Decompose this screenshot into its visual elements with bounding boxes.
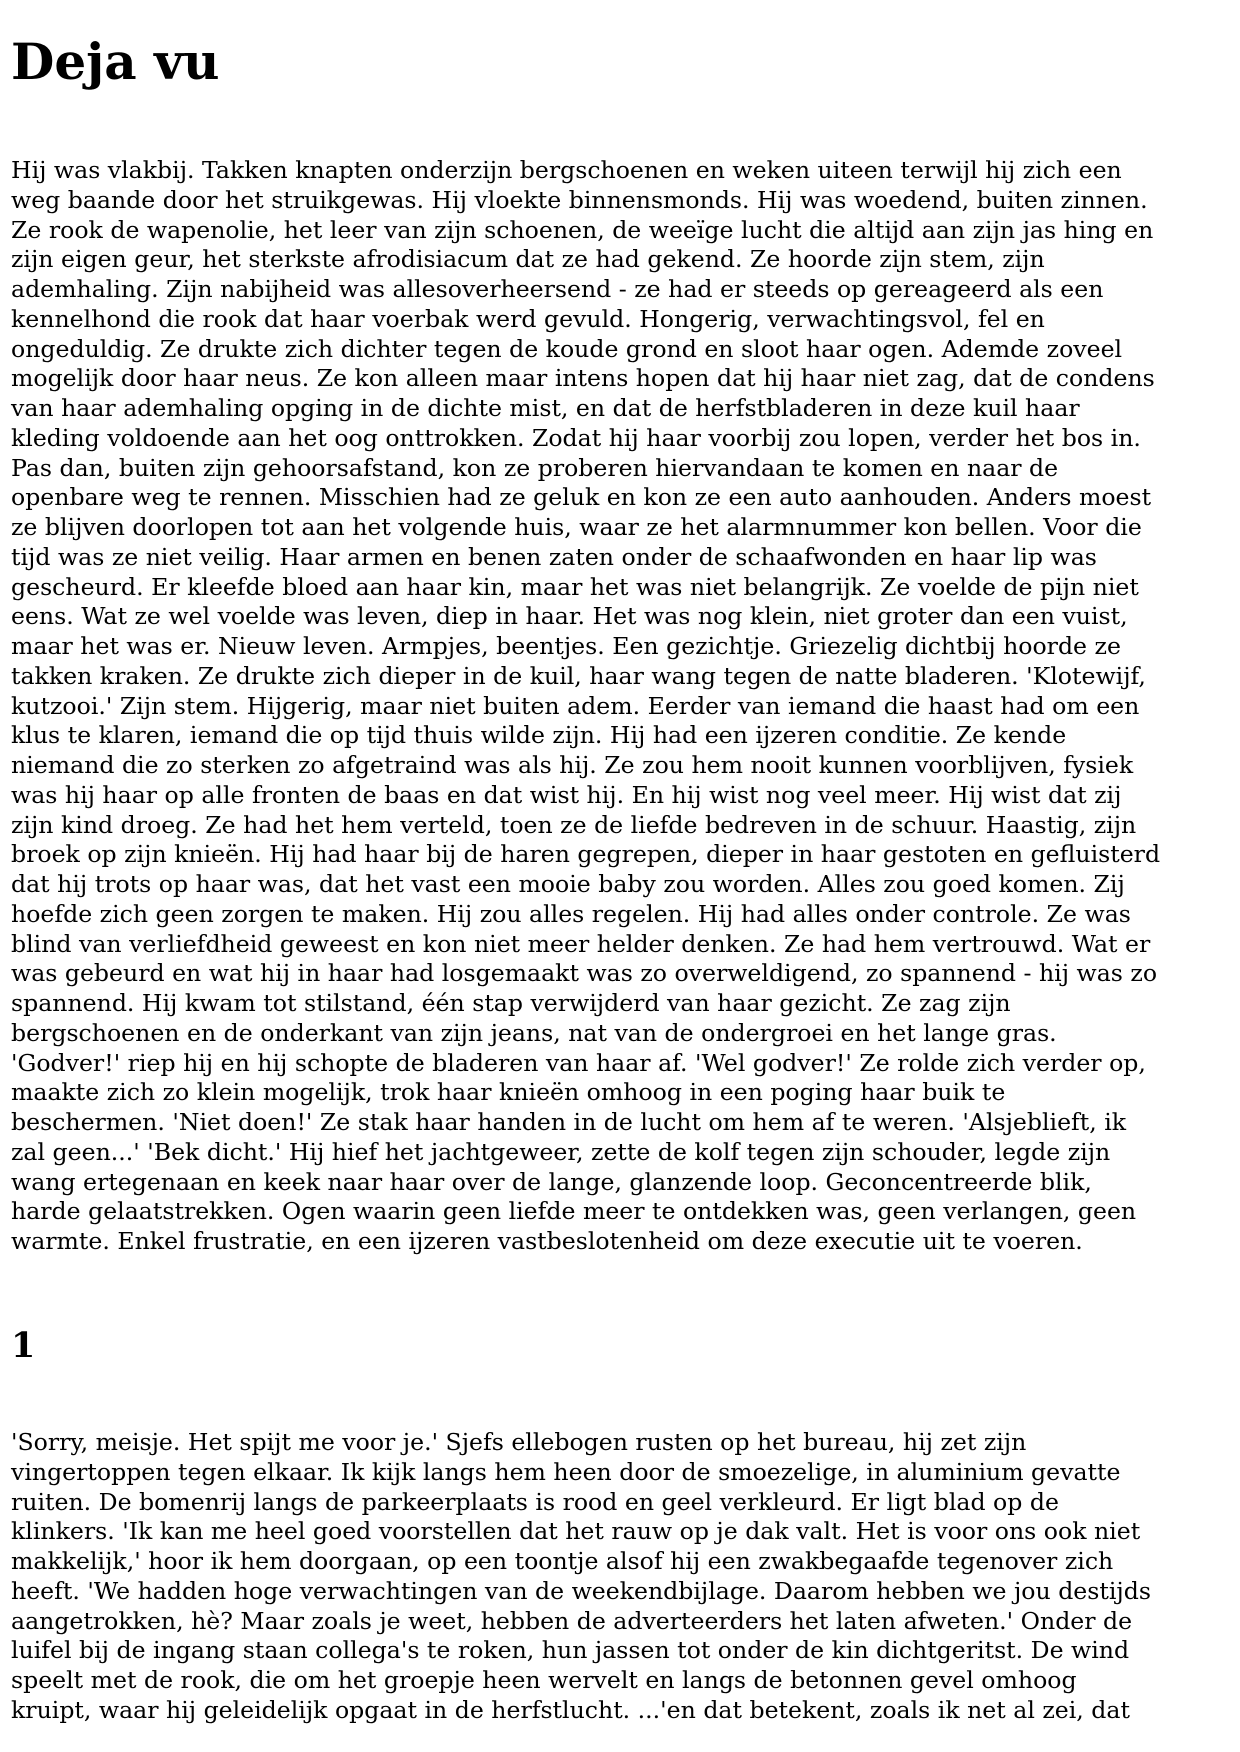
- text-line: dat hij trots op haar was, dat het vast een mooie baby zou worden. Alles zou goed komen. Zij: [11, 870, 1125, 898]
- text-line: ze blijven doorlopen tot aan het volgende huis, waar ze het alarmnummer kon bellen. Voor die: [11, 513, 1142, 541]
- text-line: speelt met de rook, die om het groepje heen wervelt en langs de betonnen gevel omhoog: [11, 1666, 1077, 1694]
- text-line: ademhaling. Zijn nabijheid was allesoverheersend - ze had er steeds op gereageerd als een: [11, 275, 1104, 303]
- chapter-1-paragraph: [11, 1428, 1151, 1726]
- text-line: vingertoppen tegen elkaar. Ik kijk langs hem heen door de smoezelige, in aluminium gevatte: [11, 1457, 1121, 1486]
- text-line: wang ertegenaan en keek naar haar over de lange, glanzende loop. Geconcentreerde blik,: [11, 1167, 1092, 1196]
- text-line: van haar ademhaling opging in de dichte mist, en dat de herfstbladeren in deze kuil haar: [11, 394, 1080, 422]
- prologue-paragraph: [11, 156, 1160, 1257]
- text-line: harde gelaatstrekken. Ogen waarin geen liefde meer te ontdekken was, geen verlangen, geen: [11, 1197, 1137, 1226]
- text-line: takken kraken. Ze drukte zich dieper in de kuil, haar wang tegen de natte bladeren. 'Klotewijf,: [11, 661, 1146, 690]
- text-line: eens. Wat ze wel voelde was leven, diep in haar. Het was nog klein, niet groter dan een vuist,: [11, 602, 1128, 631]
- text-line: was hij haar op alle fronten de baas en dat wist hij. En hij wist nog veel meer. Hij wist dat zij: [11, 780, 1122, 809]
- text-line: tijd was ze niet veilig. Haar armen en benen zaten onder de schaafwonden en haar lip was: [11, 542, 1097, 571]
- text-line: openbare weg te rennen. Misschien had ze geluk en kon ze een auto aanhouden. Anders moest: [11, 483, 1152, 512]
- text-line: kruipt, waar hij geleidelijk opgaat in de herfstlucht. ...'en dat betekent, zoals ik net al zei, dat: [11, 1695, 1130, 1724]
- chapter-heading: 1: [11, 1325, 36, 1366]
- text-line: Hij was vlakbij. Takken knapten onderzijn bergschoenen en weken uiteen terwijl hij zich een: [11, 156, 1122, 184]
- text-line: klus te klaren, iemand die op tijd thuis wilde zijn. Hij had een ijzeren conditie. Ze kende: [11, 721, 1067, 750]
- text-line: maakte zich zo klein mogelijk, trok haar knieën omhoog in een poging haar buik te: [11, 1078, 1006, 1107]
- text-line: zal geen...' 'Bek dicht.' Hij hief het jachtgeweer, zette de kolf tegen zijn schouder, legde zijn: [11, 1137, 1111, 1166]
- text-line: aangetrokken, hè? Maar zoals je weet, hebben de adverteerders het laten afweten.' Onder de: [11, 1606, 1133, 1635]
- text-line: 'Sorry, meisje. Het spijt me voor je.' Sjefs ellebogen rusten op het bureau, hij zet zijn: [11, 1428, 1027, 1456]
- text-line: 'Godver!' riep hij en hij schopte de bladeren van haar af. 'Wel godver!' Ze rolde zich verder op,: [11, 1048, 1146, 1077]
- text-line: luifel bij de ingang staan collega's te roken, hun jassen tot onder de kin dichtgeritst. De wind: [11, 1636, 1130, 1665]
- text-line: zijn kind droeg. Ze had het hem verteld, toen ze de liefde bedreven in de schuur. Haastig, zijn: [11, 810, 1137, 839]
- text-line: kennelhond die rook dat haar voerbak werd gevuld. Hongerig, verwachtingsvol, fel en: [11, 304, 1045, 333]
- text-line: makkelijk,' hoor ik hem doorgaan, op een toontje alsof hij een zwakbegaafde tegenover zich: [11, 1547, 1114, 1575]
- text-line: weg baande door het struikgewas. Hij vloekte binnensmonds. Hij was woedend, buiten zinnen.: [11, 185, 1148, 214]
- text-line: niemand die zo sterken zo afgetraind was als hij. Ze zou hem nooit kunnen voorblijven, fysiek: [11, 751, 1134, 779]
- text-line: Ze rook de wapenolie, het leer van zijn schoenen, de weeïge lucht die altijd aan zijn jas hing en: [11, 215, 1154, 244]
- text-line: maar het was er. Nieuw leven. Armpjes, beentjes. Een gezichtje. Griezelig dichtbij hoorde ze: [11, 632, 1121, 660]
- document-title: Deja vu: [11, 32, 220, 91]
- text-line: Pas dan, buiten zijn gehoorsafstand, kon ze proberen hiervandaan te komen en naar de: [11, 453, 1059, 482]
- text-line: mogelijk door haar neus. Ze kon alleen maar intens hopen dat hij haar niet zag, dat de condens: [11, 364, 1155, 393]
- text-line: zijn eigen geur, het sterkste afrodisiacum dat ze had gekend. Ze hoorde zijn stem, zijn: [11, 245, 1045, 274]
- text-line: bergschoenen en de onderkant van zijn jeans, nat van de ondergroei en het lange gras.: [11, 1018, 1057, 1047]
- text-line: ongeduldig. Ze drukte zich dichter tegen de koude grond en sloot haar ogen. Ademde zoveel: [11, 334, 1123, 363]
- text-line: beschermen. 'Niet doen!' Ze stak haar handen in de lucht om hem af te weren. 'Alsjeblieft, ik: [11, 1108, 1127, 1136]
- text-line: spannend. Hij kwam tot stilstand, één stap verwijderd van haar gezicht. Ze zag zijn: [11, 989, 1011, 1017]
- text-line: blind van verliefdheid geweest en kon niet meer helder denken. Ze had hem vertrouwd. Wat er: [11, 929, 1151, 958]
- text-line: kleding voldoende aan het oog onttrokken. Zodat hij haar voorbij zou lopen, verder het bos in.: [11, 423, 1141, 452]
- text-line: klinkers. 'Ik kan me heel goed voorstellen dat het rauw op je dak valt. Het is voor ons ook niet: [11, 1517, 1141, 1546]
- text-line: ruiten. De bomenrij langs de parkeerplaats is rood en geel verkleurd. Er ligt blad op de: [11, 1487, 1059, 1516]
- text-line: warmte. Enkel frustratie, en een ijzeren vastbeslotenheid om deze executie uit te voeren.: [11, 1227, 1083, 1255]
- text-line: gescheurd. Er kleefde bloed aan haar kin, maar het was niet belangrijk. Ze voelde de pijn niet: [11, 572, 1139, 601]
- text-line: was gebeurd en wat hij in haar had losgemaakt was zo overweldigend, zo spannend - hij was zo: [11, 959, 1158, 988]
- text-line: hoefde zich geen zorgen te maken. Hij zou alles regelen. Hij had alles onder controle. Ze was: [11, 899, 1131, 928]
- text-line: kutzooi.' Zijn stem. Hijgerig, maar niet buiten adem. Eerder van iemand die haast had om een: [11, 691, 1140, 720]
- text-line: broek op zijn knieën. Hij had haar bij de haren gegrepen, dieper in haar gestoten en gefluisterd: [11, 840, 1161, 869]
- text-line: heeft. 'We hadden hoge verwachtingen van de weekendbijlage. Daarom hebben we jou destijds: [11, 1576, 1151, 1605]
